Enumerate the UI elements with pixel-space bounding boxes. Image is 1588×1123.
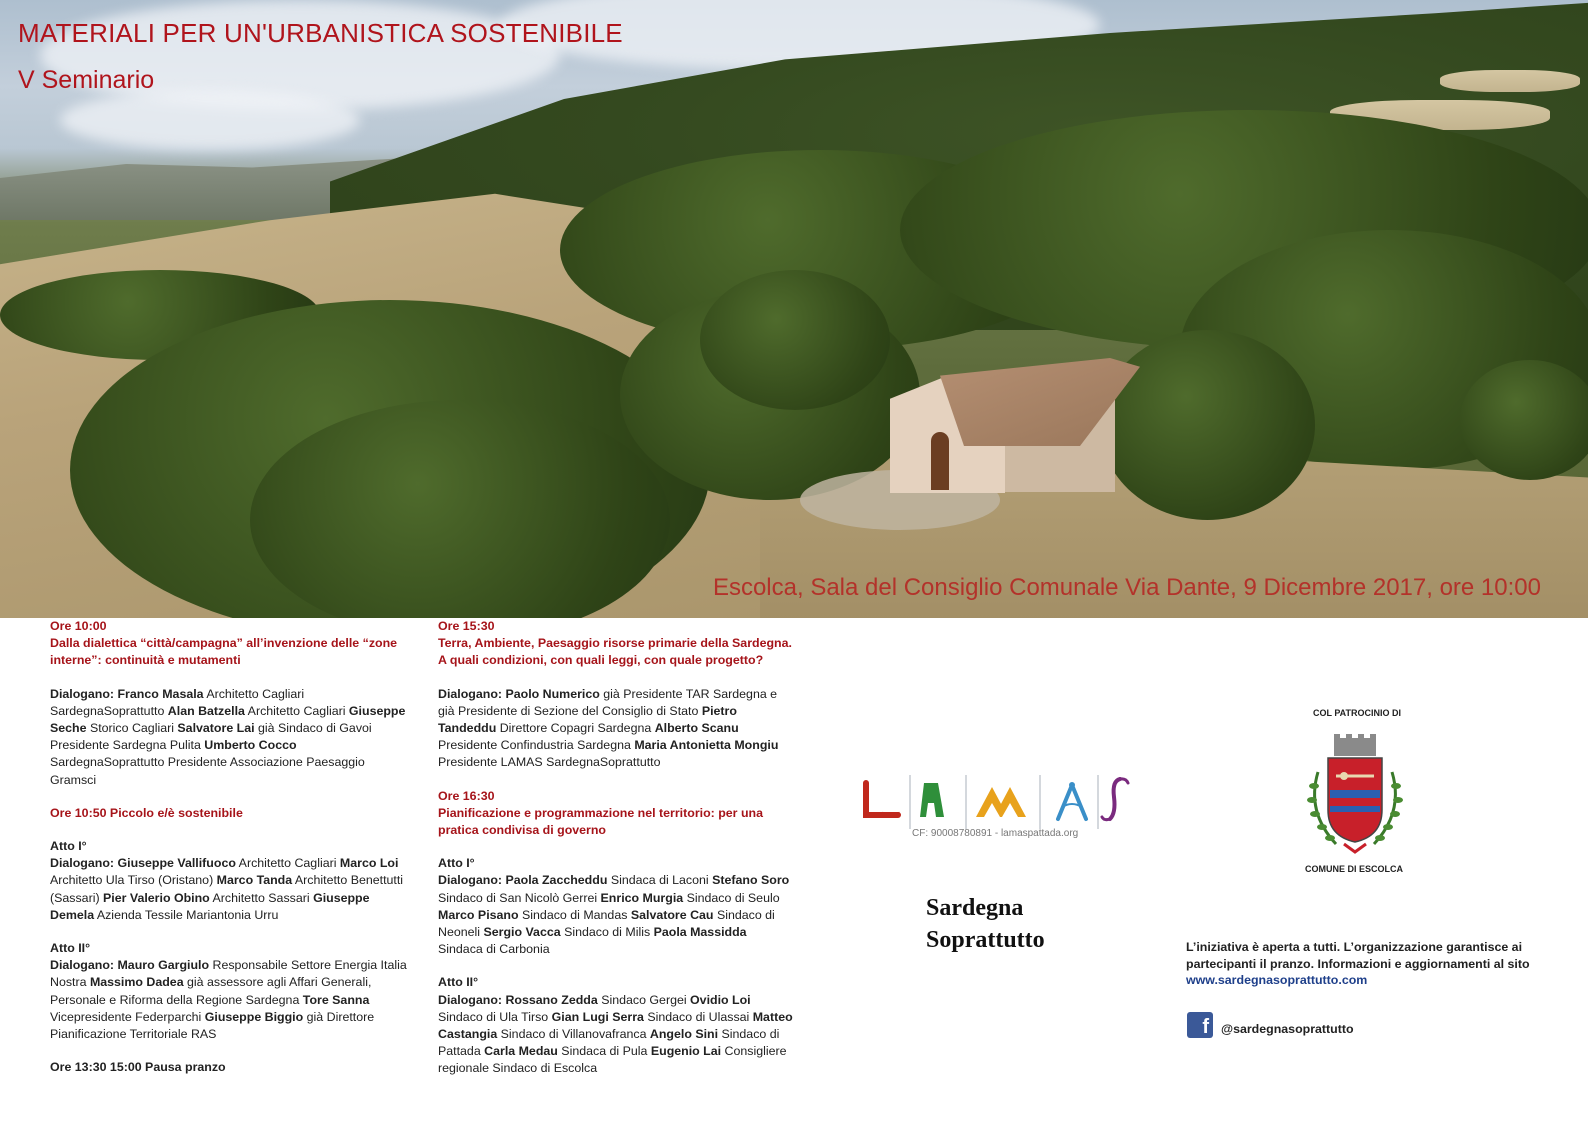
speaker-name: Stefano Soro xyxy=(712,873,790,888)
speaker-name: Franco Masala xyxy=(117,686,204,701)
speaker-role: già assessore agli Affari Generali, Personale e Riforma della Regione Sardegna xyxy=(50,975,372,1007)
speaker-name: Angelo Sini xyxy=(649,1027,719,1042)
dialog-label: Dialogano: xyxy=(50,686,115,701)
session-speakers xyxy=(50,855,412,924)
session-time: Ore 16:30 xyxy=(438,788,495,803)
session-time: Ore 10:00 xyxy=(50,619,107,633)
speaker-name: Rossano Zedda xyxy=(505,992,598,1007)
session-title: Terra, Ambiente, Paesaggio risorse primarie della Sardegna. A quali condizioni, con quali leggi, con quale progetto? xyxy=(438,636,792,668)
speaker-name: Eugenio Lai xyxy=(650,1044,722,1059)
speaker-role: Sindaco di Milis xyxy=(560,925,654,940)
speaker-name: Alberto Scanu xyxy=(654,721,739,736)
act-heading: Atto II° xyxy=(50,941,91,956)
speaker-role: Azienda Tessile Mariantonia Urru xyxy=(94,907,279,922)
speaker-name: Enrico Murgia xyxy=(600,890,684,905)
speaker-name: Massimo Dadea xyxy=(89,975,184,990)
session-speakers xyxy=(438,992,793,1078)
program-afternoon xyxy=(438,618,793,1078)
website-link[interactable]: www.sardegnasoprattutto.com xyxy=(1186,973,1368,987)
speaker-role: Sindaco di San Nicolò Gerrei xyxy=(438,890,601,905)
event-info xyxy=(1186,939,1546,989)
session-title: Dalla dialettica “città/campagna” all’invenzione delle “zone interne”: continuità e mutamenti xyxy=(50,636,398,668)
session-title: Ore 10:50 Piccolo e/è sostenibile xyxy=(50,805,243,820)
speaker-role: Sindaco di Seulo xyxy=(683,890,780,905)
speaker-role: Architetto Benettutti (Sassari) xyxy=(50,873,404,905)
act-heading: Atto I° xyxy=(50,839,87,854)
speaker-role: Architetto Cagliari xyxy=(244,703,349,718)
session-speakers xyxy=(438,686,793,772)
dialog-label: Dialogano: xyxy=(438,873,503,888)
speaker-name: Tore Sanna xyxy=(302,992,370,1007)
lunch-break: Ore 13:30 15:00 Pausa pranzo xyxy=(50,1060,226,1075)
dialog-label: Dialogano: xyxy=(50,958,115,973)
escolca-crest-icon xyxy=(1300,732,1410,862)
speaker-role: Sindaco di Neoneli xyxy=(438,907,775,940)
speaker-name: Alan Batzella xyxy=(167,703,245,718)
speaker-name: Matteo Castangia xyxy=(438,1009,793,1042)
session-speakers xyxy=(438,872,793,958)
speaker-name: Salvatore Cau xyxy=(630,907,714,922)
comune-label: COMUNE DI ESCOLCA xyxy=(1305,864,1404,874)
speaker-role: Sindaca di Pula xyxy=(557,1044,651,1059)
speaker-name: Paolo Numerico xyxy=(505,686,600,701)
speaker-name: Salvatore Lai xyxy=(177,721,255,736)
facebook-icon[interactable]: f xyxy=(1187,1012,1213,1038)
page-subtitle: V Seminario xyxy=(18,66,155,94)
speaker-role: Presidente Confindustria Sardegna xyxy=(438,738,635,753)
speaker-name: Giuseppe Biggio xyxy=(204,1009,304,1024)
wordmark-line: Sardegna xyxy=(926,895,1024,921)
dialog-label: Dialogano: xyxy=(438,686,503,701)
speaker-name: Pietro Tandeddu xyxy=(438,703,737,736)
speaker-name: Giuseppe Vallifuoco xyxy=(117,856,236,871)
session-speakers xyxy=(50,686,412,789)
speaker-role: già Direttore Pianificazione Territoriale RAS xyxy=(50,1009,375,1042)
speaker-role: Sindaca di Carbonia xyxy=(438,942,550,957)
speaker-name: Gian Lugi Serra xyxy=(551,1009,644,1024)
speaker-role: Storico Cagliari xyxy=(86,721,178,736)
speaker-name: Giuseppe Seche xyxy=(50,703,406,736)
speaker-name: Maria Antonietta Mongiu xyxy=(634,738,779,753)
speaker-name: Marco Loi xyxy=(339,856,399,871)
speaker-role: Vicepresidente Federparchi xyxy=(50,1009,205,1024)
speaker-role: Sindaco Gergei xyxy=(597,992,691,1007)
speaker-role: Direttore Copagri Sardegna xyxy=(496,721,655,736)
speaker-name: Mauro Gargiulo xyxy=(117,958,210,973)
act-heading: Atto II° xyxy=(438,975,479,990)
event-location-date: Escolca, Sala del Consiglio Comunale Via Dante, 9 Dicembre 2017, ore 10:00 xyxy=(712,574,1541,601)
info-text: L’iniziativa è aperta a tutti. L’organizzazione garantisce ai partecipanti il pranzo. Informazioni e aggiornamenti al sito xyxy=(1186,940,1530,971)
page-title: MATERIALI PER UN'URBANISTICA SOSTENIBILE xyxy=(18,18,623,48)
speaker-name: Giuseppe Demela xyxy=(50,890,370,922)
dialog-label: Dialogano: xyxy=(50,856,115,871)
speaker-name: Umberto Cocco xyxy=(204,738,297,753)
sardegna-soprattutto-wordmark xyxy=(926,892,1045,956)
speaker-role: Sindaco di Ulassai xyxy=(643,1009,753,1024)
speaker-role: già Sindaco di Gavoi Presidente Sardegna Pulita xyxy=(50,721,372,753)
speaker-name: Sergio Vacca xyxy=(483,925,561,940)
speaker-name: Carla Medau xyxy=(484,1044,558,1059)
session-speakers xyxy=(50,957,412,1043)
speaker-role: Architetto Cagliari SardegnaSoprattutto xyxy=(50,686,305,718)
speaker-role: Sindaco di Ula Tirso xyxy=(438,1009,552,1024)
speaker-role: Sindaca di Laconi xyxy=(607,873,713,888)
lamas-caption: CF: 90008780891 - lamaspattada.org xyxy=(912,828,1079,839)
speaker-role: Sindaco di Villanovafranca xyxy=(497,1027,650,1042)
speaker-role: Sindaco di Pattada xyxy=(438,1027,780,1059)
program-morning xyxy=(50,618,412,1076)
speaker-role: già Presidente TAR Sardegna e già Presidente di Sezione del Consiglio di Stato xyxy=(438,686,778,718)
speaker-role: Presidente LAMAS SardegnaSoprattutto xyxy=(438,755,661,770)
facebook-handle[interactable]: @sardegnasoprattutto xyxy=(1221,1022,1354,1036)
speaker-role: Consigliere regionale Sindaco di Escolca xyxy=(438,1044,787,1076)
speaker-name: Ovidio Loi xyxy=(690,992,751,1007)
session-title: Pianificazione e programmazione nel territorio: per una pratica condivisa di governo xyxy=(438,805,763,838)
wordmark-line: Soprattutto xyxy=(926,927,1045,953)
speaker-name: Paola Massidda xyxy=(653,925,747,940)
speaker-role: Architetto Ula Tirso (Oristano) xyxy=(50,873,217,888)
speaker-name: Marco Pisano xyxy=(438,907,519,922)
speaker-role: Architetto Cagliari xyxy=(235,856,340,871)
speaker-role: Sindaco di Mandas xyxy=(518,907,631,922)
patronage-label: COL PATROCINIO DI xyxy=(1313,708,1402,718)
speaker-name: Pier Valerio Obino xyxy=(103,890,210,905)
speaker-role: Responsabile Settore Energia Italia Nostra xyxy=(50,958,407,990)
speaker-role: Architetto Sassari xyxy=(209,890,314,905)
speaker-name: Marco Tanda xyxy=(216,873,293,888)
act-heading: Atto I° xyxy=(438,856,475,871)
session-time: Ore 15:30 xyxy=(438,619,495,633)
speaker-name: Paola Zaccheddu xyxy=(505,873,608,888)
dialog-label: Dialogano: xyxy=(438,992,503,1007)
speaker-role: SardegnaSoprattutto Presidente Associazione Paesaggio Gramsci xyxy=(50,755,365,787)
